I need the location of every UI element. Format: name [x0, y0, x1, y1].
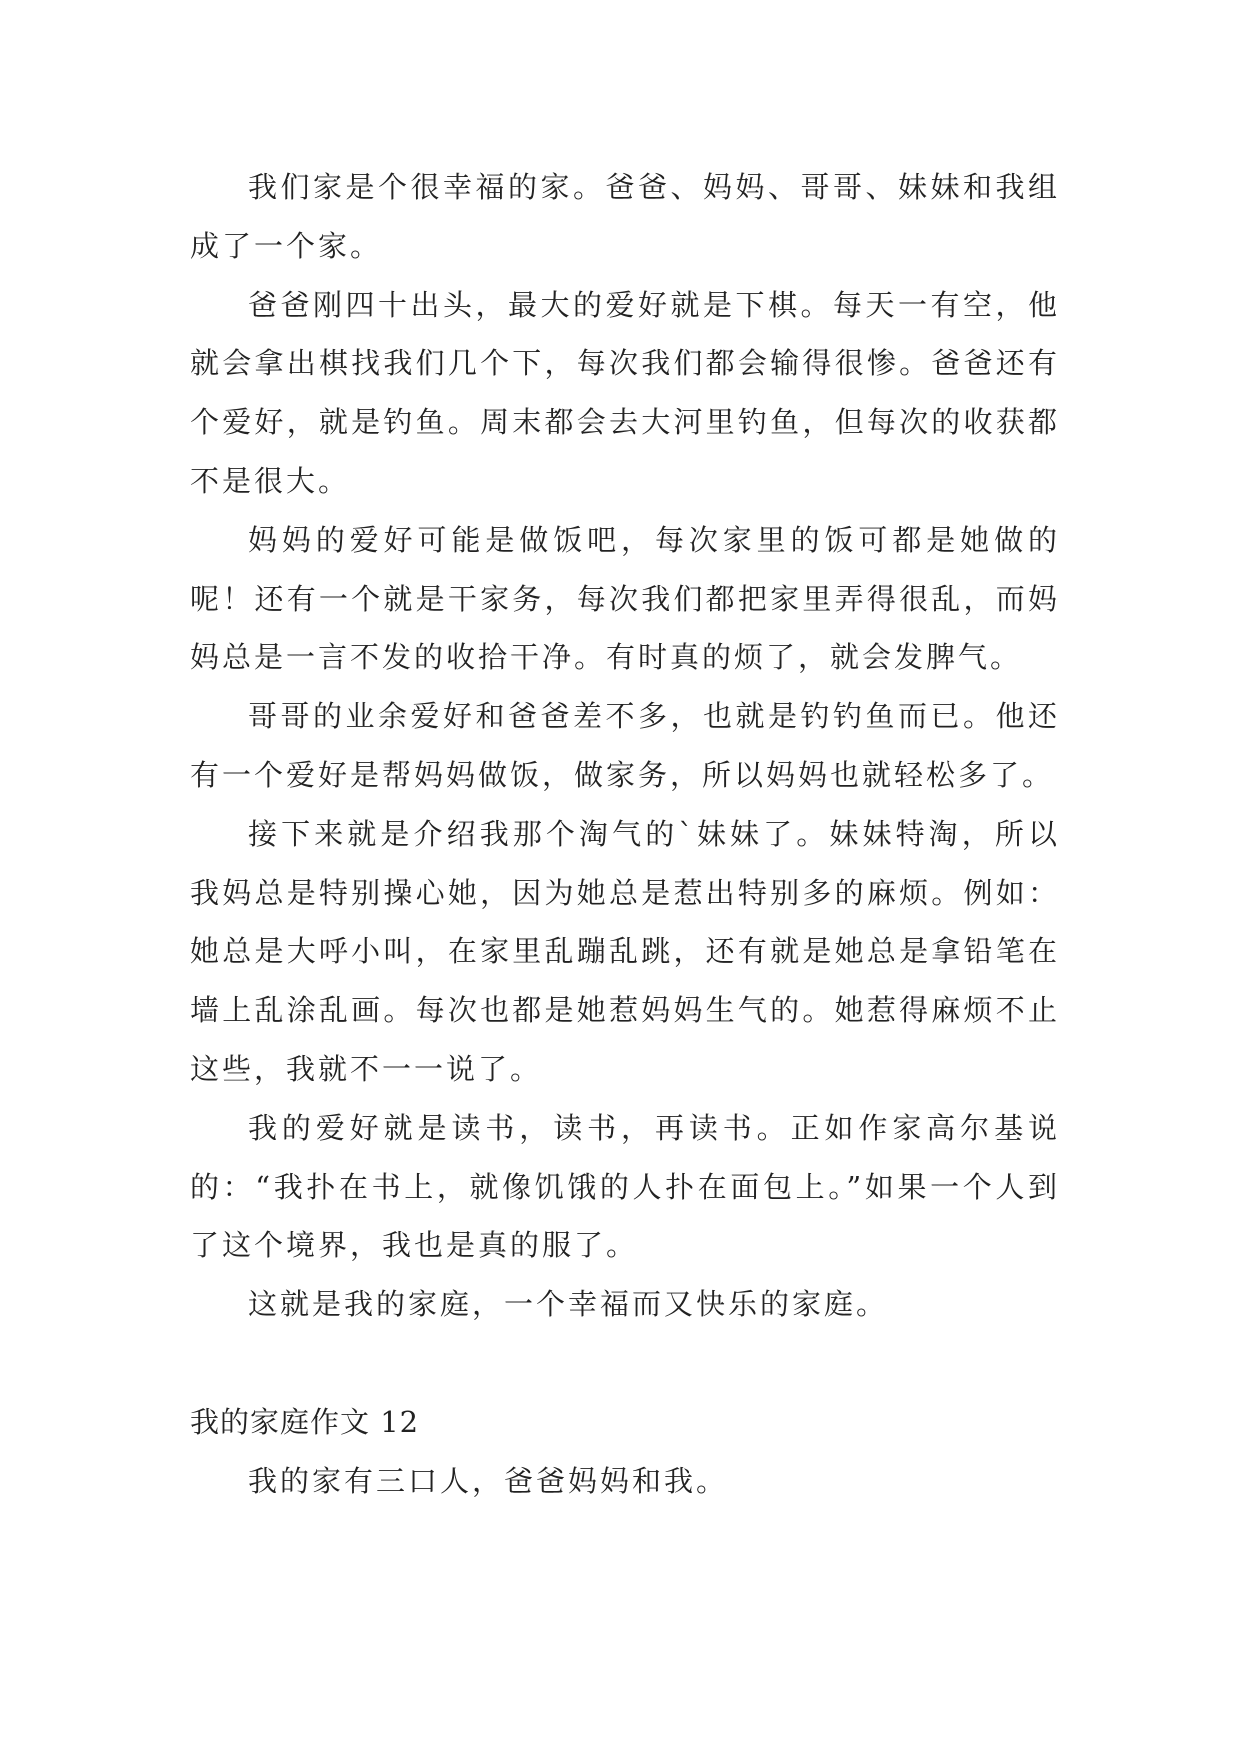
paragraph: 爸爸刚四十出头，最大的爱好就是下棋。每天一有空，他就会拿出棋找我们几个下，每次我们都会输得很惨。爸爸还有个爱好，就是钓鱼。周末都会去大河里钓鱼，但每次的收获都不是很大。	[190, 287, 1060, 498]
section-heading: 我的家庭作文 12	[190, 1404, 420, 1439]
document-body	[190, 158, 1060, 1510]
paragraph: 接下来就是介绍我那个淘气的`妹妹了。妹妹特淘，所以我妈总是特别操心她，因为她总是惹出特别多的麻烦。例如：她总是大呼小叫，在家里乱蹦乱跳，还有就是她总是拿铅笔在墙上乱涂乱画。每次也都是她惹妈妈生气的。她惹得麻烦不止这些，我就不一一说了。	[190, 816, 1060, 1086]
paragraph: 我的爱好就是读书，读书，再读书。正如作家高尔基说的：“我扑在书上，就像饥饿的人扑在面包上。”如果一个人到了这个境界，我也是真的服了。	[190, 1110, 1060, 1263]
paragraph: 哥哥的业余爱好和爸爸差不多，也就是钓钓鱼而已。他还有一个爱好是帮妈妈做饭，做家务，所以妈妈也就轻松多了。	[190, 699, 1060, 792]
paragraph: 妈妈的爱好可能是做饭吧，每次家里的饭可都是她做的呢！还有一个就是干家务，每次我们都把家里弄得很乱，而妈妈总是一言不发的收拾干净。有时真的烦了，就会发脾气。	[190, 522, 1060, 675]
paragraph: 我们家是个很幸福的家。爸爸、妈妈、哥哥、妹妹和我组成了一个家。	[190, 170, 1060, 263]
paragraph: 这就是我的家庭，一个幸福而又快乐的家庭。	[248, 1287, 889, 1322]
paragraph: 我的家有三口人，爸爸妈妈和我。	[248, 1463, 729, 1498]
